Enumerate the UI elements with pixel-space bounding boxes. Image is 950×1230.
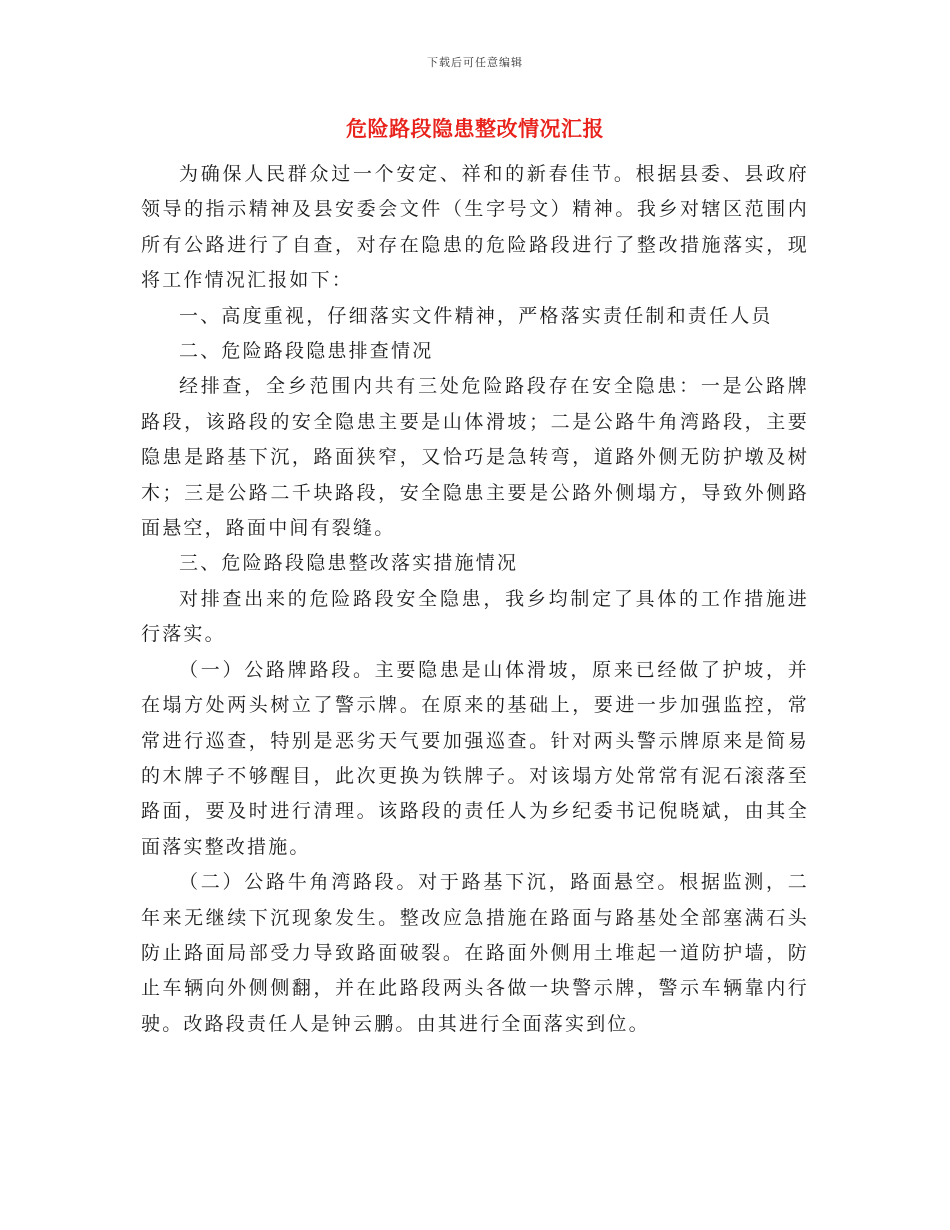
paragraph-measure-2: （二）公路牛角湾路段。对于路基下沉，路面悬空。根据监测，二年来无继续下沉现象发生。整改应急措施在路面与路基处全部塞满石头防止路面局部受力导致路面破裂。在路面外侧用土堆起一道防护墙，防止车辆向外侧侧翻，并在此路段两头各做一块警示牌，警示车辆靠内行驶。改路段责任人是钟云鹏。由其进行全面落实到位。 [141, 871, 809, 1035]
document-title: 危险路段隐患整改情况汇报 [346, 117, 604, 141]
section-heading-2: 二、危险路段隐患排查情况 [179, 340, 434, 363]
document-body [141, 157, 809, 1042]
section-heading-3: 三、危险路段隐患整改落实措施情况 [179, 552, 519, 575]
section-heading-1: 一、高度重视，仔细落实文件精神，严格落实责任制和责任人员 [179, 304, 773, 327]
paragraph-intro: 为确保人民群众过一个安定、祥和的新春佳节。根据县委、县政府领导的指示精神及县安委会文件（生字号文）精神。我乡对辖区范围内所有公路进行了自查，对存在隐患的危险路段进行了整改措施落实，现将工作情况汇报如下： [141, 163, 809, 292]
header-note: 下载后可任意编辑 [427, 56, 523, 69]
paragraph-measure-1: （一）公路牌路段。主要隐患是山体滑坡，原来已经做了护坡，并在塌方处两头树立了警示牌。在原来的基础上，要进一步加强监控，常常进行巡查，特别是恶劣天气要加强巡查。针对两头警示牌原来是简易的木牌子不够醒目，此次更换为铁牌子。对该塌方处常常有泥石滚落至路面，要及时进行清理。该路段的责任人为乡纪委书记倪晓斌，由其全面落实整改措施。 [141, 658, 809, 858]
paragraph-investigation: 经排查，全乡范围内共有三处危险路段存在安全隐患：一是公路牌路段，该路段的安全隐患主要是山体滑坡；二是公路牛角湾路段，主要隐患是路基下沉，路面狭窄，又恰巧是急转弯，道路外侧无防护墩及树木；三是公路二千块路段，安全隐患主要是公路外侧塌方，导致外侧路面悬空，路面中间有裂缝。 [141, 375, 809, 540]
paragraph-measures-intro: 对排查出来的危险路段安全隐患，我乡均制定了具体的工作措施进行落实。 [141, 587, 809, 646]
